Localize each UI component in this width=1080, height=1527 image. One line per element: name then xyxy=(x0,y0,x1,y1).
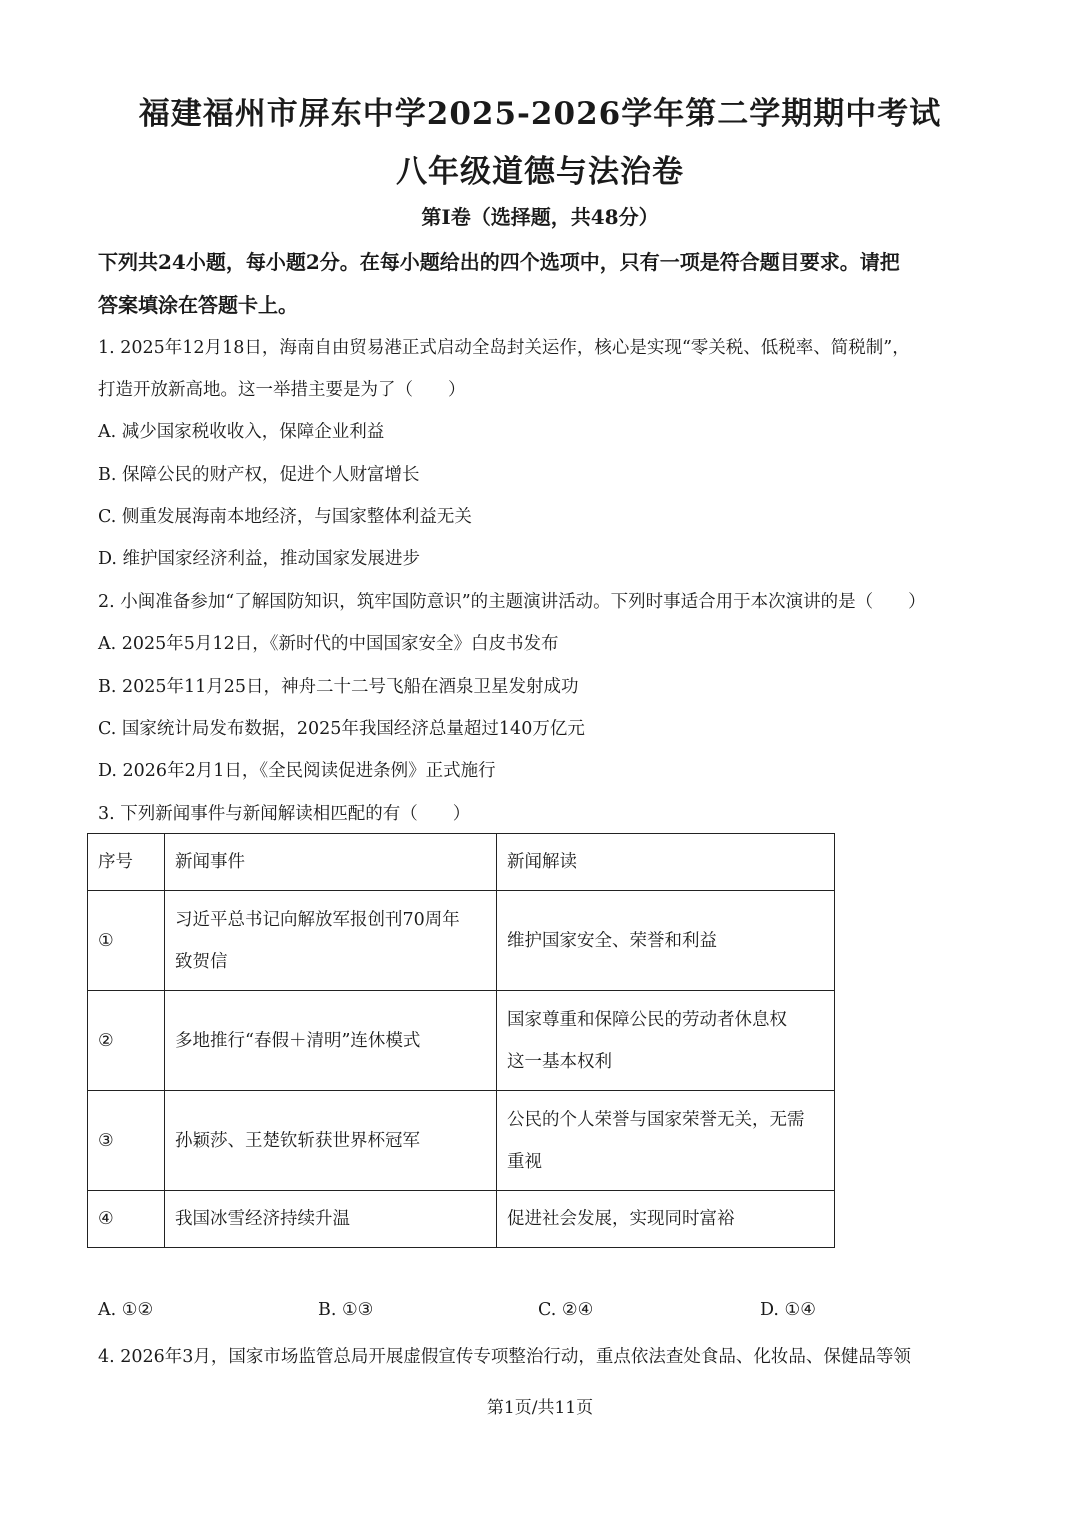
table-cell-no: ② xyxy=(88,991,165,1091)
question-2-stem: 2. 小闽准备参加“了解国防知识，筑牢国防意识”的主题演讲活动。下列时事适合用于本次演讲的是（ ） xyxy=(98,592,926,612)
table-header-cell: 新闻事件 xyxy=(165,834,497,891)
question-1-option-c: C. 侧重发展海南本地经济，与国家整体利益无关 xyxy=(98,507,472,527)
event-text-line: 多地推行“春假＋清明”连休模式 xyxy=(175,1030,421,1051)
interpretation-text-line: 公民的个人荣誉与国家荣誉无关，无需 xyxy=(507,1109,805,1130)
event-text-line: 我国冰雪经济持续升温 xyxy=(175,1209,350,1229)
instructions-line-1: 下列共24小题，每小题2分。在每小题给出的四个选项中，只有一项是符合题目要求。请把 xyxy=(98,250,900,274)
table-cell-interpretation xyxy=(497,1091,835,1191)
question-2-option-b: B. 2025年11月25日，神舟二十二号飞船在酒泉卫星发射成功 xyxy=(98,677,579,697)
table-cell-interpretation xyxy=(497,1191,835,1248)
table-cell-event xyxy=(165,1191,497,1248)
interpretation-text-line: 维护国家安全、荣誉和利益 xyxy=(507,930,717,951)
question-1-option-d: D. 维护国家经济利益，推动国家发展进步 xyxy=(98,549,421,569)
table-cell-no: ① xyxy=(88,891,165,991)
table-cell-no: ④ xyxy=(88,1191,165,1248)
question-3-stem: 3. 下列新闻事件与新闻解读相匹配的有（ ） xyxy=(98,804,471,824)
interpretation-text-line: 这一基本权利 xyxy=(507,1051,612,1072)
question-2-option-a: A. 2025年5月12日，《新时代的中国国家安全》白皮书发布 xyxy=(98,634,559,654)
table-header-row xyxy=(88,834,835,891)
event-text-line: 致贺信 xyxy=(175,951,228,972)
interpretation-text-line: 促进社会发展，实现同时富裕 xyxy=(507,1209,735,1229)
question-1-stem-line-1: 1. 2025年12月18日，海南自由贸易港正式启动全岛封关运作，核心是实现“零关税、低税率、简税制”， xyxy=(98,338,910,358)
instructions-line-2: 答案填涂在答题卡上。 xyxy=(98,293,298,317)
table-cell-event xyxy=(165,891,497,991)
question-4-stem: 4. 2026年3月，国家市场监管总局开展虚假宣传专项整治行动，重点依法查处食品、化妆品、保健品等领 xyxy=(98,1347,911,1367)
table-row xyxy=(88,1191,835,1248)
question-2-option-d: D. 2026年2月1日，《全民阅读促进条例》正式施行 xyxy=(98,761,496,781)
question-1-option-a: A. 减少国家税收收入，保障企业利益 xyxy=(98,422,385,442)
table-row xyxy=(88,1091,835,1191)
table-header-cell: 新闻解读 xyxy=(497,834,835,891)
table-cell-no: ③ xyxy=(88,1091,165,1191)
question-3-option-b: B. ①③ xyxy=(318,1300,374,1320)
table-cell-event xyxy=(165,991,497,1091)
table-row xyxy=(88,991,835,1091)
page-number: 第1页/共11页 xyxy=(486,1398,594,1418)
table-cell-interpretation xyxy=(497,991,835,1091)
question-1-option-b: B. 保障公民的财产权，促进个人财富增长 xyxy=(98,465,420,485)
question-3-option-d: D. ①④ xyxy=(760,1300,816,1320)
exam-subtitle: 八年级道德与法治卷 xyxy=(396,154,684,190)
exam-title: 福建福州市屏东中学2025-2026学年第二学期期中考试 xyxy=(138,96,942,132)
question-1-stem-line-2: 打造开放新高地。这一举措主要是为了（ ） xyxy=(98,380,466,400)
interpretation-text-line: 重视 xyxy=(507,1151,542,1172)
table-header-cell: 序号 xyxy=(88,834,165,891)
question-3-option-c: C. ②④ xyxy=(538,1300,594,1320)
section-heading: 第Ⅰ卷（选择题，共48分） xyxy=(421,205,659,229)
table-row xyxy=(88,891,835,991)
table-cell-interpretation xyxy=(497,891,835,991)
event-text-line: 习近平总书记向解放军报创刊70周年 xyxy=(175,909,460,930)
event-text-line: 孙颖莎、王楚钦斩获世界杯冠军 xyxy=(175,1130,420,1151)
question-2-option-c: C. 国家统计局发布数据，2025年我国经济总量超过140万亿元 xyxy=(98,719,585,739)
table-cell-event xyxy=(165,1091,497,1191)
question-3-option-a: A. ①② xyxy=(98,1300,154,1320)
interpretation-text-line: 国家尊重和保障公民的劳动者休息权 xyxy=(507,1009,787,1030)
news-table xyxy=(87,833,835,1248)
